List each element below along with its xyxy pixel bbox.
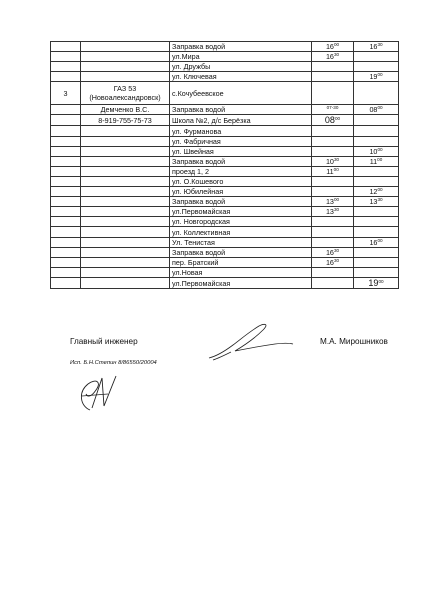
- row-number-cell: [51, 136, 81, 146]
- time-start-cell: [312, 166, 354, 176]
- time-value: [325, 115, 340, 125]
- time-start-cell: [312, 227, 354, 237]
- vehicle-cell: [81, 176, 170, 186]
- row-number-cell: [51, 42, 81, 52]
- row-number-cell: [51, 146, 81, 156]
- cell-text: ул. Фабричная: [172, 136, 221, 146]
- time-value: [369, 238, 382, 247]
- row-number-cell: [51, 197, 81, 207]
- time-minutes: 00: [377, 105, 383, 111]
- time-end-cell: [354, 82, 399, 105]
- row-number-cell: [51, 257, 81, 267]
- time-start-cell: [312, 267, 354, 277]
- description-cell: [170, 257, 312, 267]
- row-number-cell: [51, 277, 81, 288]
- vehicle-cell: [81, 237, 170, 247]
- time-minutes: 30: [377, 197, 383, 203]
- table-row: [51, 62, 399, 72]
- cell-text: Заправка водой: [172, 197, 226, 207]
- table-row: [51, 136, 399, 146]
- time-end-cell: [354, 247, 399, 257]
- table-row: [51, 247, 399, 257]
- time-value: [326, 157, 339, 166]
- row-number-cell: [51, 105, 81, 115]
- time-value: [369, 197, 382, 206]
- cell-text: ул.Первомайская: [172, 278, 231, 288]
- cell-text: ул. О.Кошевого: [172, 177, 224, 187]
- table-row: [51, 187, 399, 197]
- time-end-cell: [354, 72, 399, 82]
- signature-scribble: [205, 318, 295, 366]
- cell-text: ул.Новая: [172, 267, 203, 277]
- cell-text: Демченко В.С.: [100, 105, 150, 115]
- time-minutes: 00: [333, 197, 340, 203]
- cell-text: ул.Мира: [172, 52, 200, 62]
- time-end-cell: [354, 267, 399, 277]
- cell-text: Школа №2, д/с Берёзка: [172, 116, 251, 126]
- time-hours: 16: [325, 257, 334, 267]
- table-row: [51, 227, 399, 237]
- cell-text: ул. Дружбы: [172, 62, 211, 72]
- row-number-cell: [51, 237, 81, 247]
- cell-text: Заправка водой: [172, 42, 226, 52]
- time-start-cell: [312, 187, 354, 197]
- description-cell: [170, 176, 312, 186]
- time-end-cell: [354, 207, 399, 217]
- vehicle-cell: [81, 42, 170, 52]
- time-value: [368, 278, 383, 288]
- table-row: [51, 72, 399, 82]
- time-end-cell: [354, 62, 399, 72]
- cell-text: пер. Братский: [172, 257, 219, 267]
- time-value: [326, 207, 339, 216]
- cell-text: ул.Первомайская: [172, 207, 231, 217]
- time-minutes: 30: [333, 247, 340, 253]
- row-number-cell: [51, 247, 81, 257]
- time-start-cell: [312, 197, 354, 207]
- table-row: [51, 146, 399, 156]
- time-hours: 12: [369, 187, 378, 197]
- row-number-cell: [51, 207, 81, 217]
- executor-initials: [72, 372, 128, 416]
- vehicle-cell: [81, 62, 170, 72]
- vehicle-cell: [81, 52, 170, 62]
- time-minutes: 00: [377, 156, 383, 162]
- table-row: [51, 82, 399, 105]
- time-end-cell: [354, 227, 399, 237]
- table-row: [51, 257, 399, 267]
- row-number-cell: [51, 227, 81, 237]
- time-start-cell: [312, 257, 354, 267]
- description-cell: [170, 62, 312, 72]
- time-start-cell: [312, 136, 354, 146]
- time-hours: 10: [325, 156, 334, 166]
- row-number-cell: [51, 156, 81, 166]
- vehicle-cell: [81, 277, 170, 288]
- time-start-cell: [312, 146, 354, 156]
- time-value: [326, 248, 339, 257]
- cell-text: проезд 1, 2: [172, 166, 210, 176]
- time-value: [369, 105, 382, 114]
- time-hours: 16: [369, 42, 378, 52]
- chief-engineer-title: Главный инженер: [70, 337, 138, 346]
- time-minutes: 00: [334, 116, 341, 122]
- time-minutes: 00: [378, 278, 384, 284]
- vehicle-cell: [81, 166, 170, 176]
- vehicle-cell: [81, 136, 170, 146]
- time-minutes: 00: [377, 187, 383, 193]
- cell-text: ул. Фурманова: [172, 126, 222, 136]
- time-minutes: 30: [333, 52, 340, 58]
- time-end-cell: [354, 277, 399, 288]
- schedule-table-body: [51, 42, 399, 289]
- table-row: [51, 176, 399, 186]
- cell-text: ГАЗ 53 (Новоалександровск): [89, 84, 161, 103]
- description-cell: [170, 126, 312, 136]
- time-start-cell: [312, 52, 354, 62]
- table-row: [51, 267, 399, 277]
- vehicle-cell: [81, 207, 170, 217]
- vehicle-cell: [81, 187, 170, 197]
- cell-text: с.Кочубеевское: [172, 88, 224, 98]
- time-start-cell: [312, 115, 354, 126]
- time-value: [369, 147, 382, 156]
- time-value: [326, 258, 339, 267]
- time-minutes: 30: [333, 156, 340, 162]
- time-end-cell: [354, 136, 399, 146]
- time-start-cell: [312, 126, 354, 136]
- row-number-cell: [51, 82, 81, 105]
- time-hours: 11: [326, 166, 334, 176]
- time-end-cell: [354, 42, 399, 52]
- cell-text: Заправка водой: [172, 105, 226, 115]
- description-cell: [170, 146, 312, 156]
- time-value: [327, 105, 339, 114]
- vehicle-cell: [81, 156, 170, 166]
- cell-text: Ул. Тенистая: [172, 237, 215, 247]
- schedule-table: [50, 41, 399, 289]
- time-hours: 13: [325, 197, 334, 207]
- table-row: [51, 217, 399, 227]
- row-number-cell: [51, 166, 81, 176]
- description-cell: [170, 187, 312, 197]
- time-start-cell: [312, 247, 354, 257]
- table-row: [51, 207, 399, 217]
- vehicle-cell: [81, 257, 170, 267]
- description-cell: [170, 166, 312, 176]
- time-minutes: 00: [377, 72, 383, 78]
- time-minutes: 00: [377, 237, 383, 243]
- time-start-cell: [312, 237, 354, 247]
- time-value: [326, 42, 339, 51]
- row-number-cell: [51, 62, 81, 72]
- description-cell: [170, 227, 312, 237]
- table-row: [51, 197, 399, 207]
- table-row: [51, 237, 399, 247]
- time-start-cell: [312, 156, 354, 166]
- vehicle-cell: [81, 227, 170, 237]
- description-cell: [170, 72, 312, 82]
- time-hours: 16: [325, 42, 334, 52]
- row-number-cell: [51, 126, 81, 136]
- time-hours: 19: [369, 72, 378, 82]
- time-minutes: 00: [333, 166, 339, 172]
- row-number-cell: [51, 72, 81, 82]
- row-number-cell: [51, 217, 81, 227]
- vehicle-cell: [81, 115, 170, 126]
- time-value: [369, 42, 382, 51]
- cell-text: ул. Юбилейная: [172, 187, 224, 197]
- description-cell: [170, 217, 312, 227]
- table-row: [51, 115, 399, 126]
- description-cell: [170, 105, 312, 115]
- description-cell: [170, 115, 312, 126]
- time-hours: 13: [369, 197, 378, 207]
- time-end-cell: [354, 257, 399, 267]
- table-row: [51, 105, 399, 115]
- time-minutes: 30: [377, 42, 383, 48]
- time-value: [369, 187, 382, 196]
- time-hours: 19: [368, 277, 379, 288]
- time-end-cell: [354, 217, 399, 227]
- time-hours: 16: [369, 237, 378, 247]
- time-start-cell: [312, 82, 354, 105]
- table-row: [51, 126, 399, 136]
- row-number-cell: [51, 176, 81, 186]
- time-start-cell: [312, 277, 354, 288]
- description-cell: [170, 52, 312, 62]
- vehicle-cell: [81, 72, 170, 82]
- vehicle-cell: [81, 126, 170, 136]
- description-cell: [170, 82, 312, 105]
- description-cell: [170, 197, 312, 207]
- row-number-cell: [51, 187, 81, 197]
- description-cell: [170, 247, 312, 257]
- time-minutes: 07-30: [326, 105, 339, 111]
- time-start-cell: [312, 176, 354, 186]
- executor-note: Исп. Б.Н.Степин 8/86550/20004: [70, 360, 157, 366]
- time-hours: 13: [325, 207, 334, 217]
- time-end-cell: [354, 176, 399, 186]
- row-number-cell: [51, 267, 81, 277]
- time-end-cell: [354, 197, 399, 207]
- time-value: [370, 157, 383, 166]
- description-cell: [170, 207, 312, 217]
- vehicle-cell: [81, 82, 170, 105]
- row-number-cell: [51, 115, 81, 126]
- description-cell: [170, 42, 312, 52]
- time-start-cell: [312, 105, 354, 115]
- vehicle-cell: [81, 197, 170, 207]
- time-minutes: 00: [333, 42, 340, 48]
- time-end-cell: [354, 237, 399, 247]
- time-value: [369, 72, 382, 81]
- time-start-cell: [312, 42, 354, 52]
- description-cell: [170, 267, 312, 277]
- cell-text: ул. Новгородская: [172, 217, 230, 227]
- cell-text: Заправка водой: [172, 156, 226, 166]
- vehicle-cell: [81, 247, 170, 257]
- time-hours: 16: [325, 247, 334, 257]
- time-value: [326, 52, 339, 61]
- chief-engineer-name: М.А. Мирошников: [320, 337, 388, 346]
- table-row: [51, 166, 399, 176]
- time-value: [326, 197, 339, 206]
- time-end-cell: [354, 187, 399, 197]
- time-minutes: 30: [333, 207, 340, 213]
- vehicle-cell: [81, 217, 170, 227]
- table-row: [51, 52, 399, 62]
- cell-text: ул. Швейная: [172, 146, 214, 156]
- time-hours: 10: [369, 146, 378, 156]
- cell-text: 3: [63, 88, 68, 98]
- time-hours: 11: [369, 156, 378, 166]
- time-end-cell: [354, 146, 399, 156]
- time-hours: 16: [325, 52, 334, 62]
- time-start-cell: [312, 207, 354, 217]
- time-end-cell: [354, 115, 399, 126]
- table-row: [51, 277, 399, 288]
- time-end-cell: [354, 126, 399, 136]
- vehicle-cell: [81, 105, 170, 115]
- table-row: [51, 42, 399, 52]
- description-cell: [170, 156, 312, 166]
- description-cell: [170, 136, 312, 146]
- cell-text: 8-919-755-75-73: [98, 116, 152, 126]
- time-end-cell: [354, 156, 399, 166]
- description-cell: [170, 277, 312, 288]
- time-start-cell: [312, 72, 354, 82]
- time-start-cell: [312, 217, 354, 227]
- cell-text: ул. Ключевая: [172, 72, 217, 82]
- time-start-cell: [312, 62, 354, 72]
- description-cell: [170, 237, 312, 247]
- row-number-cell: [51, 52, 81, 62]
- time-end-cell: [354, 105, 399, 115]
- time-minutes: 00: [377, 146, 383, 152]
- vehicle-cell: [81, 267, 170, 277]
- time-hours: 08: [324, 115, 335, 126]
- table-row: [51, 156, 399, 166]
- cell-text: Заправка водой: [172, 247, 226, 257]
- vehicle-cell: [81, 146, 170, 156]
- time-value: [326, 167, 339, 176]
- time-end-cell: [354, 52, 399, 62]
- time-end-cell: [354, 166, 399, 176]
- cell-text: ул. Коллективная: [172, 227, 231, 237]
- time-hours: 08: [369, 105, 378, 115]
- time-minutes: 30: [333, 257, 340, 263]
